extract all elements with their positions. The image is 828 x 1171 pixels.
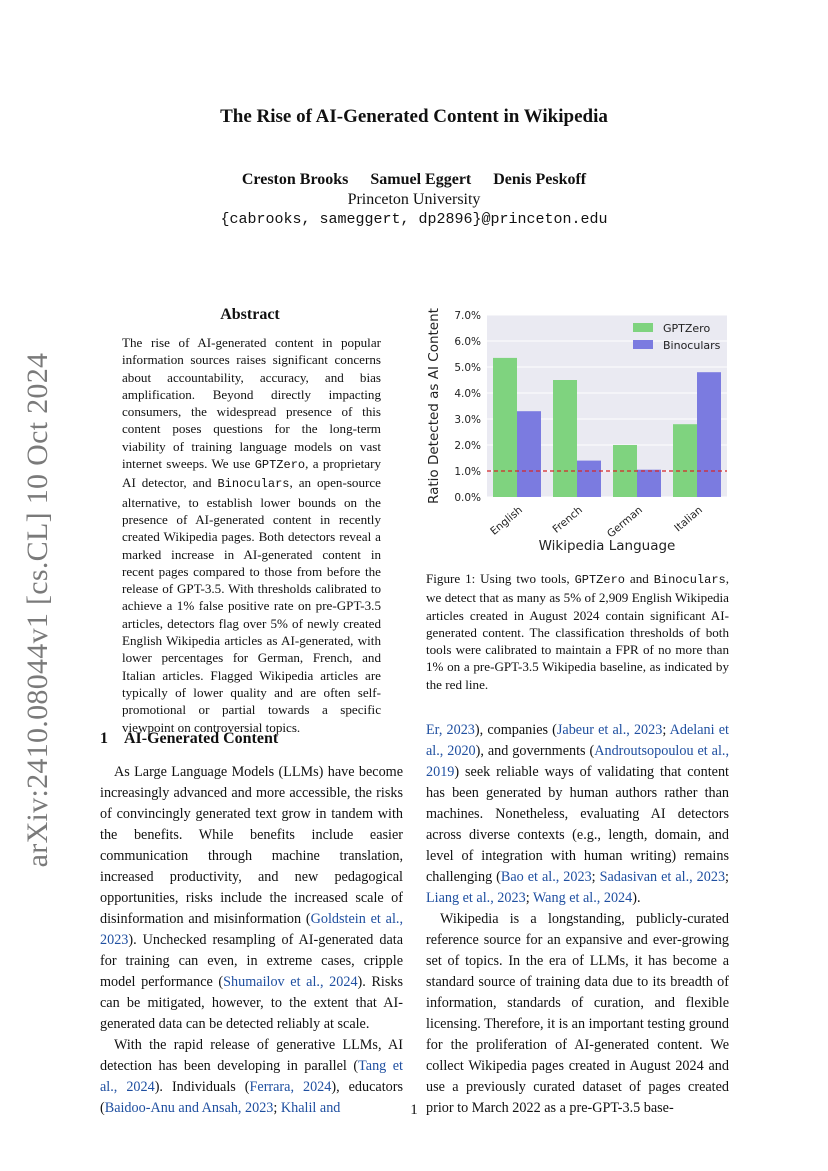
citation-link[interactable]: Wang et al., 2024 — [532, 890, 633, 906]
author-name: Denis Peskoff — [493, 171, 587, 188]
citation-link[interactable]: Ferrara, 2024 — [249, 1079, 332, 1095]
caption-text: and — [624, 571, 654, 586]
left-column-body — [100, 762, 403, 1119]
author-name: Creston Brooks — [241, 171, 349, 188]
y-tick-label: 4.0% — [454, 388, 481, 400]
abstract-text: The rise of AI-generated content in popular information sources raises significant concerns about accountability, accuracy, and bias amplification. Beyond directly impacting consumers, the widespread presence of this content poses questions for the long-term viability of training language models on vast internet sweeps. We use — [122, 335, 381, 472]
citation-link[interactable]: Baidoo-Anu and Ansah, 2023 — [104, 1100, 274, 1116]
paragraph — [100, 762, 403, 1035]
legend-swatch — [633, 323, 653, 332]
section-title: AI-Generated Content — [124, 730, 279, 747]
x-tick-label: French — [550, 504, 585, 536]
y-tick-label: 3.0% — [454, 414, 481, 426]
bar-binoculars — [637, 470, 661, 497]
citation-link[interactable]: Jabeur et al., 2023 — [556, 722, 663, 738]
abstract-text: , an open-source alternative, to establish lower bounds on the presence of AI-generated content in recently created Wikipedia pages. Both detectors reveal a marked increase in AI-generated content in recent pages compared to those from before the release of GPT-3.5. With thresholds calibrated to achieve a 1% false positive rate on pre-GPT-3.5 articles, detectors flag over 5% of newly created English Wikipedia articles as AI-generated, with lower percentages for German, French, and Italian articles. Flagged Wikipedia articles are typically of lower quality and are often self-promotional or partial towards a specific viewpoint on controversial topics. — [122, 475, 381, 735]
arxiv-identifier-text: arXiv:2410.08044v1 [cs.CL] 10 Oct 2024 — [21, 352, 54, 868]
bar-binoculars — [697, 372, 721, 497]
citation-link[interactable]: Sadasivan et al., 2023 — [599, 869, 726, 885]
author-name: Samuel Eggert — [370, 171, 472, 188]
paragraph-text: ), educators ( — [100, 1079, 403, 1116]
citation-link[interactable]: Er, 2023 — [426, 722, 475, 738]
affiliation: Princeton University — [347, 191, 481, 208]
citation-link[interactable]: Shumailov et al., 2024 — [223, 974, 358, 990]
author-list — [0, 171, 828, 189]
bar-gptzero — [493, 358, 517, 497]
citation-link[interactable]: Adelani et al., 2020 — [426, 722, 729, 759]
paragraph-text: ). Risks can be mitigated, however, to the extent that AI-generated data can be detected reliably at scale. — [100, 974, 404, 1032]
tool-name: GPTZero — [574, 573, 625, 587]
bar-binoculars — [577, 461, 601, 497]
section-heading — [100, 730, 278, 748]
paragraph-text: With the rapid release of generative LLMs, AI detection has been developing in parallel ( — [100, 1037, 403, 1074]
bar-gptzero — [553, 380, 577, 497]
abstract-body — [122, 334, 381, 736]
y-tick-label: 1.0% — [454, 466, 481, 478]
paragraph-text: ; — [662, 722, 670, 738]
paragraph-text: ; — [725, 869, 729, 885]
citation-link[interactable]: Goldstein et al., 2023 — [100, 911, 403, 948]
legend-label: Binoculars — [663, 339, 721, 352]
paragraph-text: ; — [525, 890, 533, 906]
x-tick-label: German — [605, 504, 645, 541]
caption-text: , we detect that as many as 5% of 2,909 English Wikipedia articles created in August 2024 contain significant AI-generated content. The classification thresholds of both tools were calibrated to maintain a FPR of no more than 1% on a pre-GPT-3.5 Wikipedia baseline, as indicated by the red line. — [426, 571, 729, 692]
y-tick-label: 7.0% — [454, 310, 481, 322]
figure-1-chart — [420, 305, 740, 567]
paragraph-text: ). Individuals ( — [154, 1079, 250, 1095]
y-tick-label: 6.0% — [454, 336, 481, 348]
paragraph-text: ). — [632, 890, 641, 906]
paragraph-text: ), companies ( — [474, 722, 557, 738]
paragraph-text: ; — [273, 1100, 281, 1116]
bar-chart — [420, 305, 740, 567]
page-number: 1 — [410, 1102, 418, 1118]
citation-link[interactable]: Liang et al., 2023 — [426, 890, 526, 906]
caption-text: Figure 1: Using two tools, — [426, 571, 575, 586]
legend-swatch — [633, 340, 653, 349]
y-tick-label: 0.0% — [454, 492, 481, 504]
author-emails: {cabrooks, sameggert, dp2896}@princeton.edu — [220, 211, 608, 228]
tool-name: GPTZero — [254, 458, 306, 473]
y-tick-label: 5.0% — [454, 362, 481, 374]
arxiv-identifier — [18, 352, 58, 868]
x-axis-label: Wikipedia Language — [538, 538, 676, 554]
paragraph — [426, 909, 729, 1119]
paragraph — [426, 720, 729, 909]
paragraph-text: As Large Language Models (LLMs) have become increasingly advanced and more accessible, the risks of convincingly generated text grow in tandem with the benefits. While benefits include easier communication through machine translation, increased productivity, and new pedagogical opportunities, risks include the increased scale of disinformation and misinformation ( — [100, 764, 403, 927]
legend-label: GPTZero — [663, 322, 711, 335]
abstract-heading: Abstract — [220, 306, 280, 323]
paragraph-text: Wikipedia is a longstanding, publicly-curated reference source for an expansive and ever-growing set of topics. In the era of LLMs, it has become a standard source of training data due to its breadth of information, standards of curation, and flexible licensing. Therefore, it is an important testing ground for the proliferation of AI-generated content. We collect Wikipedia pages created in August 2024 and use a previously curated dataset of pages created prior to March 2022 as a pre-GPT-3.5 base- — [426, 911, 729, 1116]
bar-binoculars — [517, 411, 541, 497]
x-tick-label: English — [488, 504, 525, 538]
paragraph-text: ), and governments ( — [475, 743, 595, 759]
bar-gptzero — [673, 424, 697, 497]
citation-link[interactable]: Khalil and — [280, 1100, 341, 1116]
citation-link[interactable]: Androutsopoulou et al., 2019 — [426, 743, 729, 780]
paragraph-text: ; — [591, 869, 600, 885]
tool-name: Binoculars — [653, 573, 726, 587]
abstract-text: , a proprietary AI detector, and — [122, 456, 381, 491]
citation-link[interactable]: Tang et al., 2024 — [100, 1058, 404, 1095]
citation-link[interactable]: Bao et al., 2023 — [500, 869, 592, 885]
tool-name: Binoculars — [217, 477, 290, 492]
paragraph-text: ) seek reliable ways of validating that content has been generated by human authors rather than machines. Nonetheless, evaluating AI detectors across diverse contexts (e.g., length, domain, and level of integration with human writing) remains challenging ( — [426, 764, 729, 885]
paragraph-text: ). Unchecked resampling of AI-generated data for training can even, in extreme cases, cripple model performance ( — [100, 932, 403, 990]
y-tick-label: 2.0% — [454, 440, 481, 452]
section-number: 1 — [100, 730, 108, 747]
paper-title: The Rise of AI-Generated Content in Wikipedia — [220, 106, 608, 127]
y-axis-label: Ratio Detected as AI Content — [426, 308, 442, 504]
figure-1-caption — [426, 570, 729, 693]
right-column-body — [426, 720, 729, 1119]
x-tick-label: Italian — [672, 504, 705, 535]
